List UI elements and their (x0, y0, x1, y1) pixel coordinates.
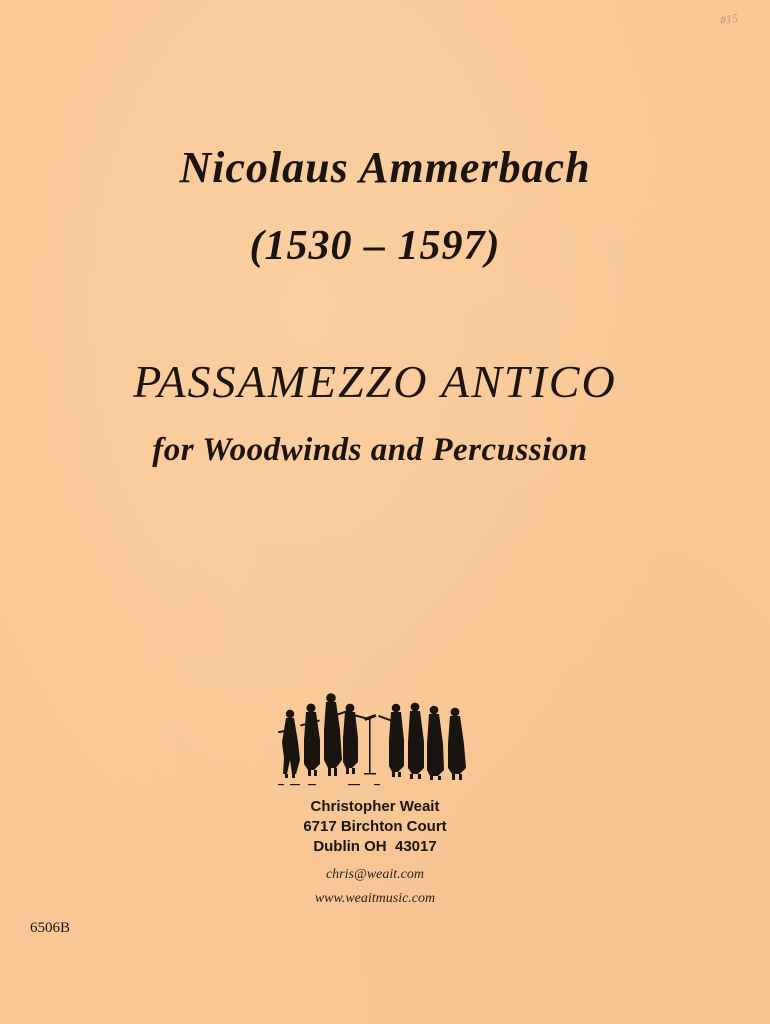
publisher-address-line2: Dublin OH 43017 (313, 838, 437, 855)
publisher-block (270, 797, 480, 857)
musicians-silhouette-icon (278, 690, 470, 786)
catalog-number: 6506B (30, 920, 71, 936)
publisher-address-line1: 6717 Birchton Court (303, 818, 447, 835)
publisher-website: www.weaitmusic.com (314, 891, 436, 906)
work-title: PASSAMEZZO ANTICO (133, 356, 617, 407)
publisher-email: chris@weait.com (325, 867, 425, 882)
instrumentation-subtitle: for Woodwinds and Percussion (152, 432, 588, 468)
composer-name: Nicolaus Ammerbach (179, 143, 591, 192)
handwritten-corner-mark: #15 (719, 10, 739, 28)
publisher-contact (270, 863, 480, 911)
composer-dates: (1530 – 1597) (249, 223, 501, 269)
publisher-name: Christopher Weait (310, 798, 440, 815)
